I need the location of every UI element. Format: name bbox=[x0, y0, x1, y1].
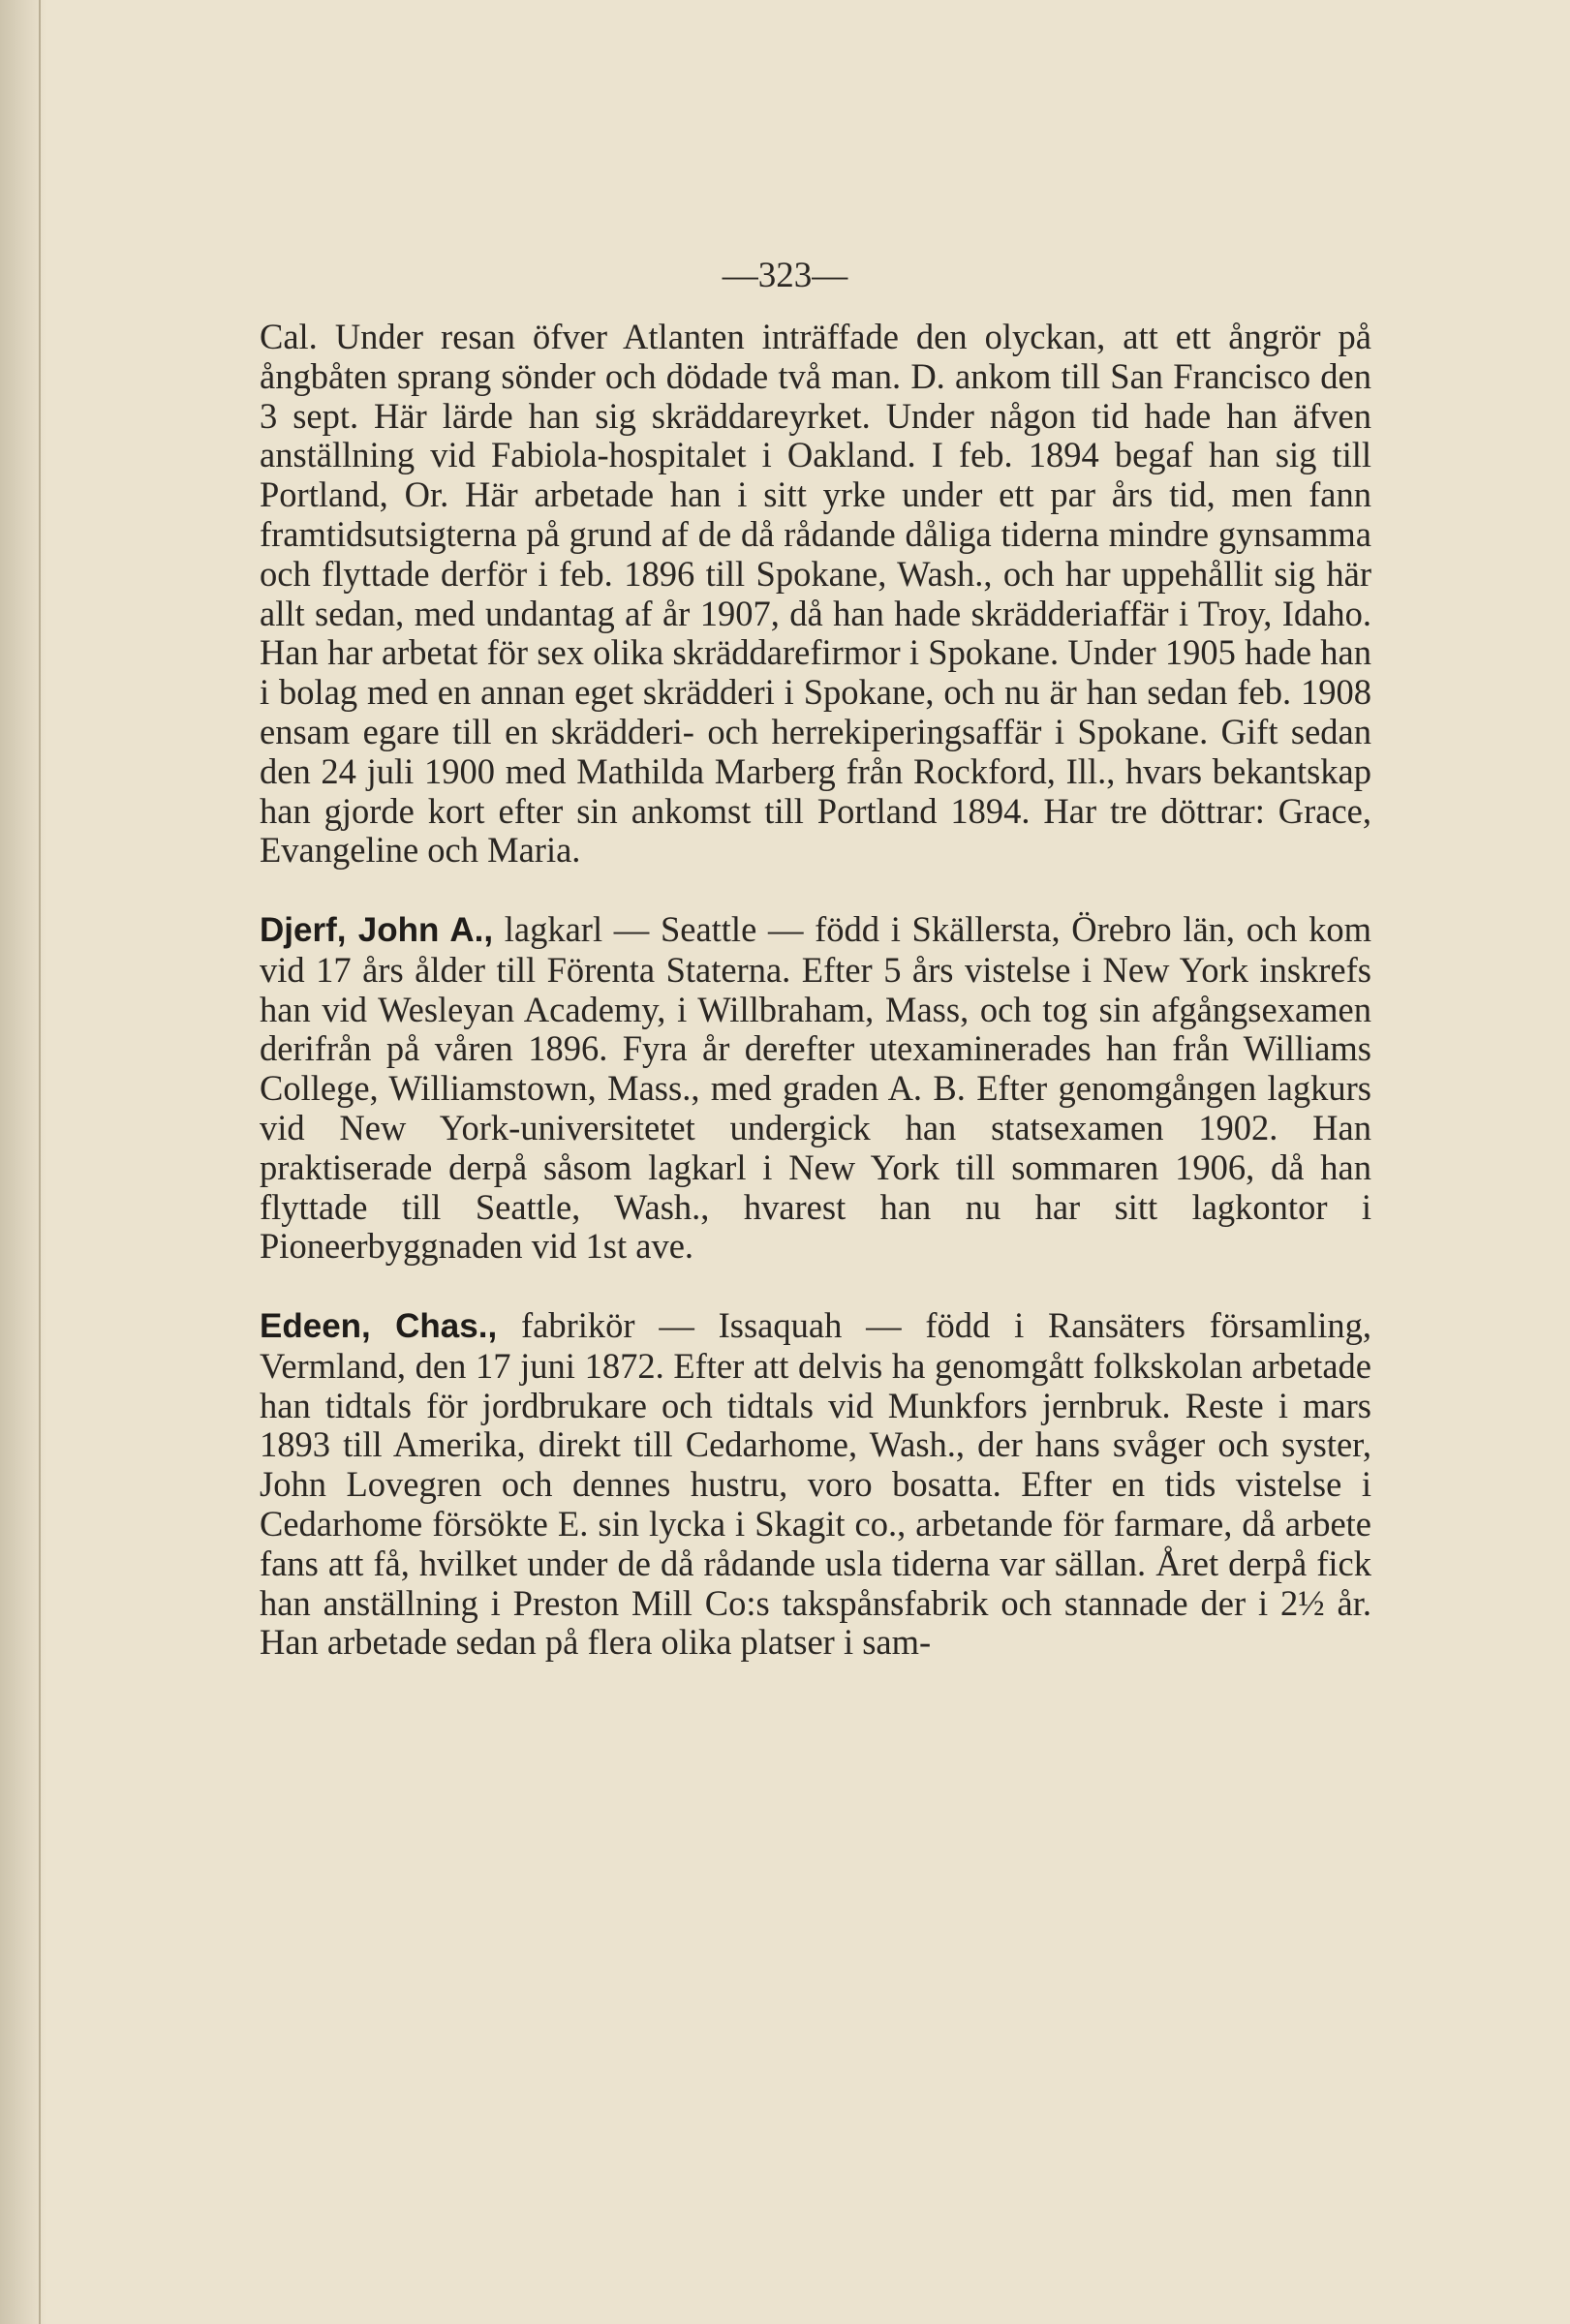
binding-fold bbox=[39, 0, 41, 2324]
paragraph-text: Cal. Under resan öfver Atlanten inträffade den olyckan, att ett ångrör på ångbåten sprang sönder och dödade två man. D. ankom till San Francisco den 3 sept. Här lärde han sig skräddareyrket. Under någon tid hade han äfven anställning vid Fabiola-hospitalet i Oakland. I feb. 1894 begaf han sig till Portland, Or. Här arbetade han i sitt yrke under ett par års tid, men fann framtidsutsigterna på grund af de då rådande dåliga tiderna mindre gynsamma och flyttade derför i feb. 1896 till Spokane, Wash., och har uppehållit sig här allt sedan, med undantag af år 1907, då han hade skrädderiaffär i Troy, Idaho. Han har arbetat för sex olika skräddarefirmor i Spokane. Under 1905 hade han i bolag med en annan eget skrädderi i Spokane, och nu är han sedan feb. 1908 ensam egare till en skrädderi- och herrekiperingsaffär i Spokane. Gift sedan den 24 juli 1900 med Mathilda Marberg från Rockford, Ill., hvars bekantskap han gjorde kort efter sin ankomst till Portland 1894. Har tre döttrar: Grace, Evangeline och Maria. bbox=[260, 317, 1371, 871]
entry-text: fabrikör — Issaquah — född i Ransäters församling, Vermland, den 17 juni 1872. Efter att delvis ha genomgått folkskolan arbetade han tidtals för jordbrukare och tidtals vid Munkfors jernbruk. Reste i mars 1893 till Amerika, direkt till Cedarhome, Wash., der hans svåger och syster, John Lovegren och dennes hustru, voro bosatta. Efter en tids vistelse i Cedarhome försökte E. sin lycka i Skagit co., arbetande för farmare, då arbete fans att få, hvilket under de då rådande usla tiderna var sällan. Året derpå fick han anställning i Preston Mill Co:s takspånsfabrik och stannade der i 2½ år. Han arbetade sedan på flera olika platser i sam- bbox=[260, 1304, 1371, 1663]
paragraph-continuation bbox=[260, 318, 1371, 871]
entry-name: Edeen, Chas., bbox=[260, 1306, 498, 1345]
body-text bbox=[260, 318, 1371, 1663]
biography-entry-djerf bbox=[260, 910, 1371, 1267]
page-number: —323— bbox=[722, 256, 848, 295]
entry-text: lagkarl — Seattle — född i Skällersta, Örebro län, och kom vid 17 års ålder till Förenta Staterna. Efter 5 års vistelse i New York inskrefs han vid Wesleyan Academy, i Willbraham, Mass, och tog sin afgångsexamen derifrån på våren 1896. Fyra år derefter utexaminerades han från Williams College, Williamstown, Mass., med graden A. B. Efter genomgången lagkurs vid New York-universitetet undergick han statsexamen 1902. Han praktiserade derpå såsom lagkarl i New York till sommaren 1906, då han flyttade till Seattle, Wash., hvarest han nu har sitt lagkontor i Pioneerbyggnaden vid 1st ave. bbox=[260, 908, 1371, 1267]
biography-entry-edeen bbox=[260, 1306, 1371, 1663]
entry-name: Djerf, John A., bbox=[260, 910, 494, 949]
